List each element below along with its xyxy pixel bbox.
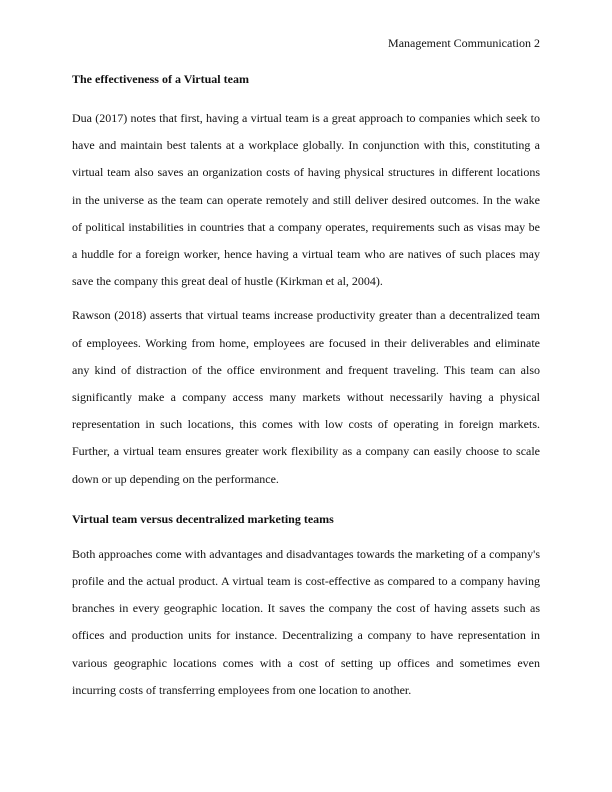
section-heading-virtual-team-effectiveness: The effectiveness of a Virtual team (72, 72, 249, 86)
document-body (72, 72, 540, 704)
section-heading-virtual-vs-decentralized: Virtual team versus decentralized marketing teams (72, 511, 334, 526)
paragraph-rawson-2018: Rawson (2018) asserts that virtual teams increase productivity greater than a decentralized team of employees. Working from home, employees are focused in their deliverables and eliminate any kind of distraction of the office environment and frequent traveling. This team can also significantly make a company access many markets without necessarily having a physical representation in such locations, this comes with low costs of operating in foreign markets. Further, a virtual team ensures greater work flexibility as a company can easily choose to scale down or up depending on the performance. (72, 308, 540, 486)
paragraph-dua-2017: Dua (2017) notes that first, having a virtual team is a great approach to companies which seek to have and maintain best talents at a workplace globally. In conjunction with this, constituting a virtual team also saves an organization costs of having physical structures in different locations in the universe as the team can operate remotely and still deliver desired outcomes. In the wake of political instabilities in countries that a company operates, requirements such as visas may be a huddle for a foreign worker, hence having a virtual team who are natives of such places may save the company this great deal of hustle (Kirkman et al, 2004). (72, 111, 540, 289)
paragraph-both-approaches: Both approaches come with advantages and disadvantages towards the marketing of a company's profile and the actual product. A virtual team is cost-effective as compared to a company having branches in every geographic location. It saves the company the cost of having assets such as offices and production units for instance. Decentralizing a company to have representation in various geographic locations comes with a cost of setting up offices and sometimes even incurring costs of transferring employees from one location to another. (72, 546, 540, 697)
running-head: Management Communication 2 (388, 36, 540, 50)
